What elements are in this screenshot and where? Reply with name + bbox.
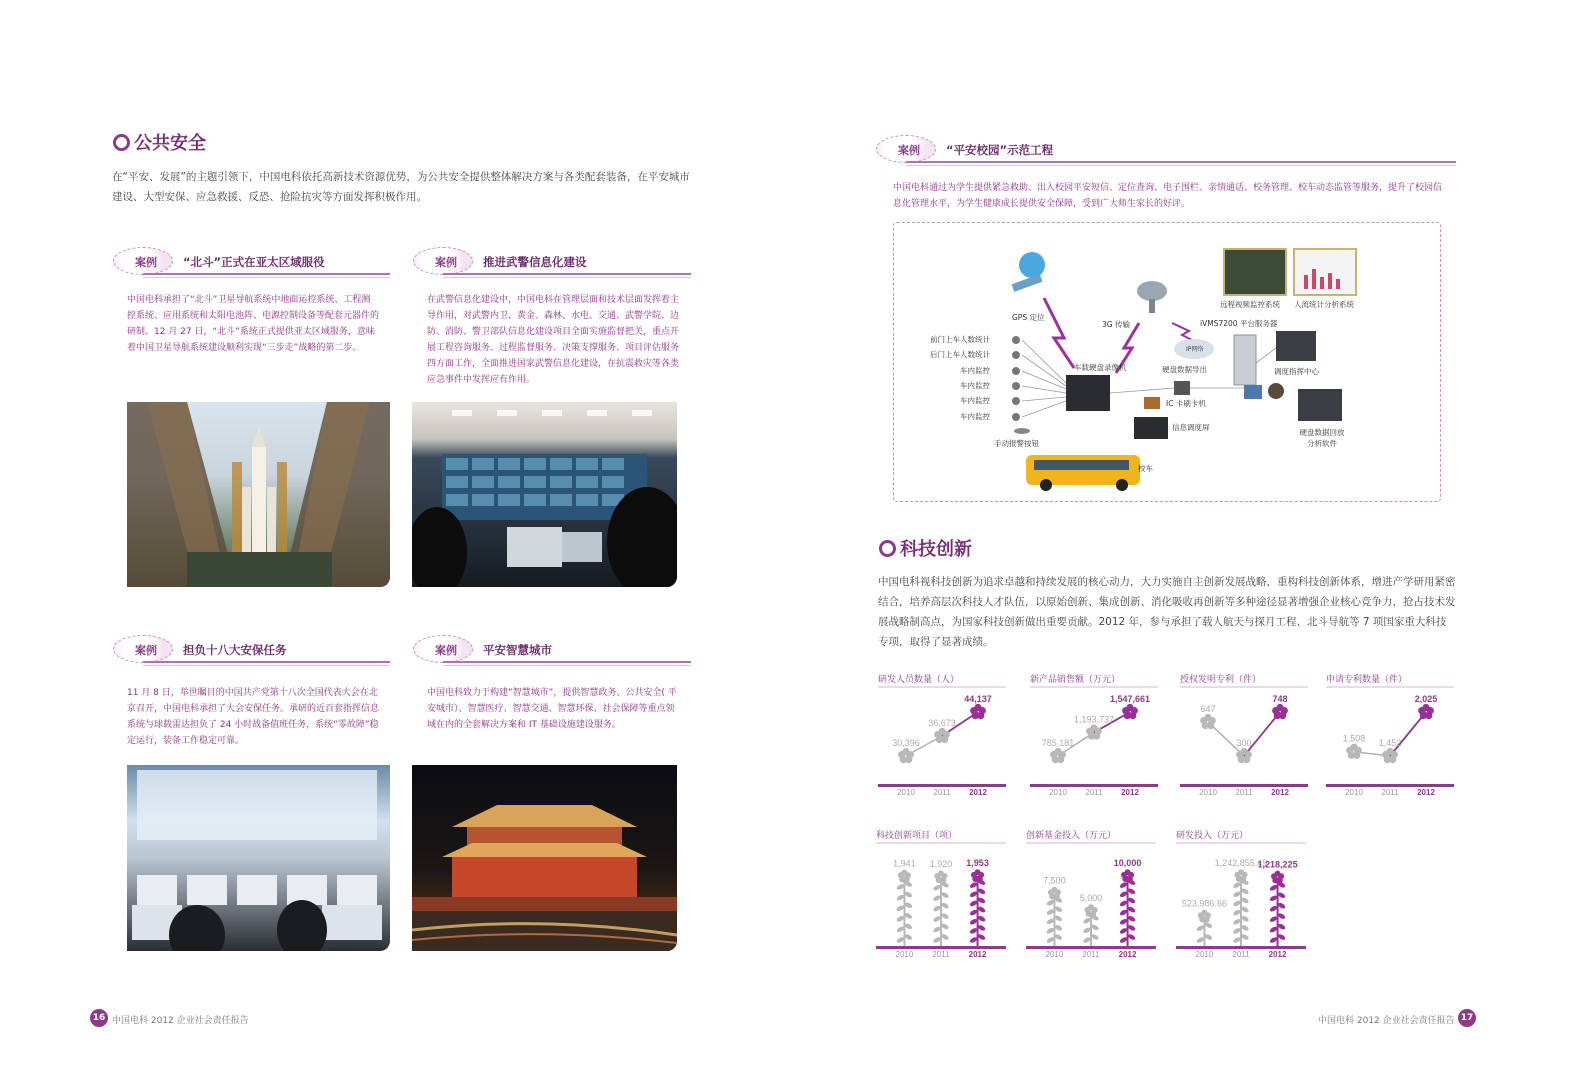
stat-chart — [1176, 828, 1306, 958]
bar-top — [1048, 887, 1061, 900]
data-label: 1,953 — [966, 858, 989, 868]
photo-tiananmen-night — [412, 765, 677, 951]
tech-innovation-intro: 中国电科视科技创新为追求卓越和持续发展的核心动力，大力实施自主创新发展战略，重构科技创新体系，增进产学研用紧密结合，培养高层次科技人才队伍，以原始创新、集成创新、消化吸收再创新等多种途径显著增强企业核心竞争力，抢占技术发展战略制高点，为国家科技创新做出重要贡献。2012 年，参与承担了载人航天与探月工程、北斗导航等 7 项国家重大科技专项，取得了显著成绩。 — [878, 576, 1456, 648]
data-point — [1122, 704, 1138, 719]
ring-icon — [113, 134, 130, 151]
case-text-safe-campus: 中国电科通过为学生提供紧急救助、出入校园平安短信、定位查询、电子围栏、亲情通话、校务管理、校车动态监管等服务，提升了校园信息化管理水平，为学生健康成长提供安全保障，受到广大师生家长的好评。 — [893, 183, 1443, 209]
baseline — [1026, 946, 1156, 949]
case-title: “北斗”正式在亚太区域服役 — [183, 255, 325, 269]
data-label: 300 — [1236, 738, 1252, 748]
label-recorder: 车载硬盘录像机 — [1074, 363, 1127, 372]
series-line-highlight — [1390, 712, 1426, 756]
case-header-armed-police — [413, 243, 691, 277]
public-safety-intro: 在“平安、发展”的主题引领下，中国电科依托高新技术资源优势，为公共安全提供整体解决方案与各类配套装备，在平安城市建设、大型安保、应急救援、反恐、抢险抗灾等方面发挥积极作用。 — [112, 171, 690, 203]
bar-top — [1084, 904, 1097, 917]
x-tick-label: 2011 — [932, 950, 950, 958]
bar-top — [1198, 910, 1211, 923]
chart-title: 申请专利数量（件） — [1326, 675, 1408, 685]
photo-control-room — [412, 402, 677, 587]
data-label: 523,986.66 — [1181, 898, 1227, 909]
bar-top — [1271, 871, 1284, 884]
chart-title: 授权发明专利（件） — [1180, 675, 1262, 685]
x-tick-label: 2010 — [1195, 950, 1214, 958]
chart-svg — [878, 672, 1006, 796]
case-header-18th-congress — [113, 631, 390, 665]
data-label: 10,000 — [1113, 858, 1142, 868]
chart-svg — [1326, 672, 1454, 796]
label-camera: 车内监控 — [960, 366, 990, 375]
data-label: 1,508 — [1342, 733, 1366, 744]
chart-title: 创新基金投入（万元） — [1026, 831, 1117, 841]
label-bus: 校车 — [1138, 464, 1153, 473]
label-alarm: 手动报警按钮 — [994, 439, 1039, 448]
case-badge: 案例 — [876, 131, 942, 165]
label-camera: 后门上车人数统计 — [930, 350, 990, 359]
case-badge: 案例 — [413, 243, 479, 277]
label-camera: 车内监控 — [960, 381, 990, 390]
x-tick-label: 2011 — [1232, 950, 1250, 958]
chart-svg — [1180, 672, 1308, 796]
x-tick-label: 2010 — [1045, 950, 1064, 958]
x-tick-label: 2011 — [1082, 950, 1100, 958]
stat-chart — [876, 828, 1006, 958]
chart-svg — [1176, 828, 1306, 958]
baseline — [1030, 784, 1158, 787]
x-tick-label: 2011 — [1235, 788, 1253, 796]
case-text-beidou: 中国电科承担了“北斗”卫星导航系统中地面运控系统、工程测控系统、应用系统和太阳电池阵、电源控制设备等配套元器件的研制。12 月 27 日，“北斗”系统正式提供亚太区域服务，意味着中国卫星导航系统建设顺利实现“三步走”战略的第二步。 — [127, 295, 380, 353]
label-playback: 硬盘数据回放分析软件 — [1299, 428, 1345, 448]
stat-chart — [1026, 828, 1156, 958]
baseline — [1326, 784, 1454, 787]
data-label: 2,025 — [1414, 694, 1438, 704]
data-label: 36,673 — [928, 717, 956, 728]
data-point — [970, 704, 986, 719]
data-label: 30,396 — [892, 738, 920, 748]
label-camera: 车内监控 — [960, 412, 990, 421]
x-tick-label: 2011 — [1381, 788, 1399, 796]
case-header-smart-city — [413, 631, 691, 665]
data-label: 1,452 — [1378, 738, 1402, 748]
data-label: 1,920 — [929, 859, 953, 870]
x-tick-label: 2010 — [1049, 788, 1067, 796]
data-label: 1,242,855.49 — [1214, 858, 1268, 868]
label-screen: 信息调度屏 — [1172, 423, 1210, 432]
stat-chart — [1326, 672, 1454, 796]
bar-top — [971, 869, 984, 882]
label-3g: 3G 传输 — [1102, 320, 1130, 329]
data-label: 647 — [1200, 703, 1216, 714]
ring-icon — [879, 540, 896, 557]
label-gps: GPS 定位 — [1012, 313, 1045, 322]
label-camera: 前门上车人数统计 — [930, 335, 990, 344]
data-label: 1,193,737 — [1073, 714, 1115, 725]
case-badge: 案例 — [413, 631, 479, 665]
x-tick-label: 2012 — [1268, 950, 1287, 958]
section-title-tech-innovation: 科技创新 — [879, 535, 972, 561]
photo-rocket-launch — [127, 402, 390, 587]
series-line-highlight — [1244, 712, 1280, 756]
baseline — [876, 946, 1006, 949]
x-tick-label: 2012 — [969, 788, 987, 796]
x-tick-label: 2012 — [1417, 788, 1435, 796]
label-ip: IP网络 — [1186, 346, 1204, 353]
case-text-armed-police: 在武警信息化建设中，中国电科在管理层面和技术层面发挥着主导作用，对武警内卫、黄金、森林、水电、交通、武警学院、边防、消防、警卫部队信息化建设项目全面实施监督把关，重点开展工程咨询服务、过程监督服务、决策支撑服务、项目评估服务四方面工作，全面推进国家武警信息化建设，在抗震救灾等各类应急事件中发挥应有作用。 — [427, 295, 680, 385]
data-point — [1272, 704, 1288, 719]
data-point — [1346, 744, 1362, 759]
chart-title: 新产品销售额（万元） — [1030, 675, 1121, 685]
label-ic: IC 卡刷卡机 — [1166, 399, 1206, 408]
stat-chart — [878, 672, 1006, 796]
baseline — [1180, 784, 1308, 787]
footer-text: 中国电科 2012 企业社会责任报告 — [1318, 1016, 1455, 1026]
x-tick-label: 2012 — [1271, 788, 1289, 796]
data-label: 7,500 — [1043, 875, 1066, 886]
chart-svg — [1026, 828, 1156, 958]
x-tick-label: 2010 — [1345, 788, 1363, 796]
footer-text: 中国电科 2012 企业社会责任报告 — [112, 1016, 249, 1026]
x-tick-label: 2010 — [895, 950, 914, 958]
label-dispatch: 调度指挥中心 — [1274, 367, 1319, 376]
page-number: 16 — [90, 1009, 108, 1027]
baseline — [1176, 946, 1306, 949]
section-title-public-safety: 公共安全 — [113, 129, 206, 155]
data-label: 1,218,225 — [1257, 859, 1298, 870]
data-point — [1418, 704, 1434, 719]
data-point — [1200, 714, 1216, 729]
bar-top — [1234, 869, 1247, 882]
label-remote: 远程视频监控系统 — [1220, 300, 1280, 309]
bar-top — [1121, 869, 1134, 882]
x-tick-label: 2010 — [897, 788, 915, 796]
data-label: 748 — [1272, 694, 1288, 704]
case-badge: 案例 — [113, 631, 179, 665]
data-label: 1,941 — [893, 858, 916, 869]
x-tick-label: 2011 — [1085, 788, 1103, 796]
x-tick-label: 2012 — [968, 950, 987, 958]
photo-monitoring-room — [127, 765, 390, 951]
x-tick-label: 2012 — [1118, 950, 1137, 958]
x-tick-label: 2011 — [933, 788, 951, 796]
label-platform: iVMS7200 平台服务器 — [1200, 319, 1278, 328]
case-header-beidou — [113, 243, 390, 277]
data-label: 785,181 — [1041, 738, 1075, 748]
x-tick-label: 2010 — [1199, 788, 1217, 796]
chart-title: 研发投入（万元） — [1176, 831, 1249, 841]
case-title: “平安校园”示范工程 — [946, 143, 1054, 157]
case-header-safe-campus — [876, 131, 1456, 165]
data-label: 44,137 — [964, 694, 992, 704]
label-camera: 车内监控 — [960, 396, 990, 405]
chart-title: 研发人员数量（人） — [878, 675, 960, 685]
case-title: 平安智慧城市 — [483, 643, 552, 657]
page-number: 17 — [1458, 1009, 1476, 1027]
case-title: 推进武警信息化建设 — [483, 255, 587, 269]
stat-chart — [1030, 672, 1158, 796]
chart-title: 科技创新项目（项） — [876, 831, 958, 841]
label-flow: 人流统计分析系统 — [1294, 300, 1354, 309]
x-tick-label: 2012 — [1121, 788, 1139, 796]
chart-svg — [1030, 672, 1158, 796]
chart-svg — [876, 828, 1006, 958]
bar-top — [934, 870, 947, 883]
safe-campus-system-diagram — [893, 222, 1441, 502]
case-text-18th-congress: 11 月 8 日，举世瞩目的中国共产党第十八次全国代表大会在北京召开，中国电科承担了大会安保任务。承研的近百套指挥信息系统与球载雷达担负了 24 小时战备值班任务，系统“零故障”稳定运行，装备工作稳定可靠。 — [127, 688, 380, 746]
case-title: 担负十八大安保任务 — [183, 643, 287, 657]
label-export: 硬盘数据导出 — [1162, 365, 1207, 374]
case-badge: 案例 — [113, 243, 179, 277]
stat-chart — [1180, 672, 1308, 796]
baseline — [878, 784, 1006, 787]
bar-top — [898, 870, 911, 883]
data-label: 5,000 — [1079, 893, 1103, 903]
data-label: 1,547,661 — [1109, 694, 1151, 704]
case-text-smart-city: 中国电科致力于构建“智慧城市”，提供智慧政务、公共安全( 平安城市）、智慧医疗、智慧交通、智慧环保、社会保障等重点领域在内的全套解决方案和 IT 基础设施建设服务。 — [427, 688, 677, 730]
